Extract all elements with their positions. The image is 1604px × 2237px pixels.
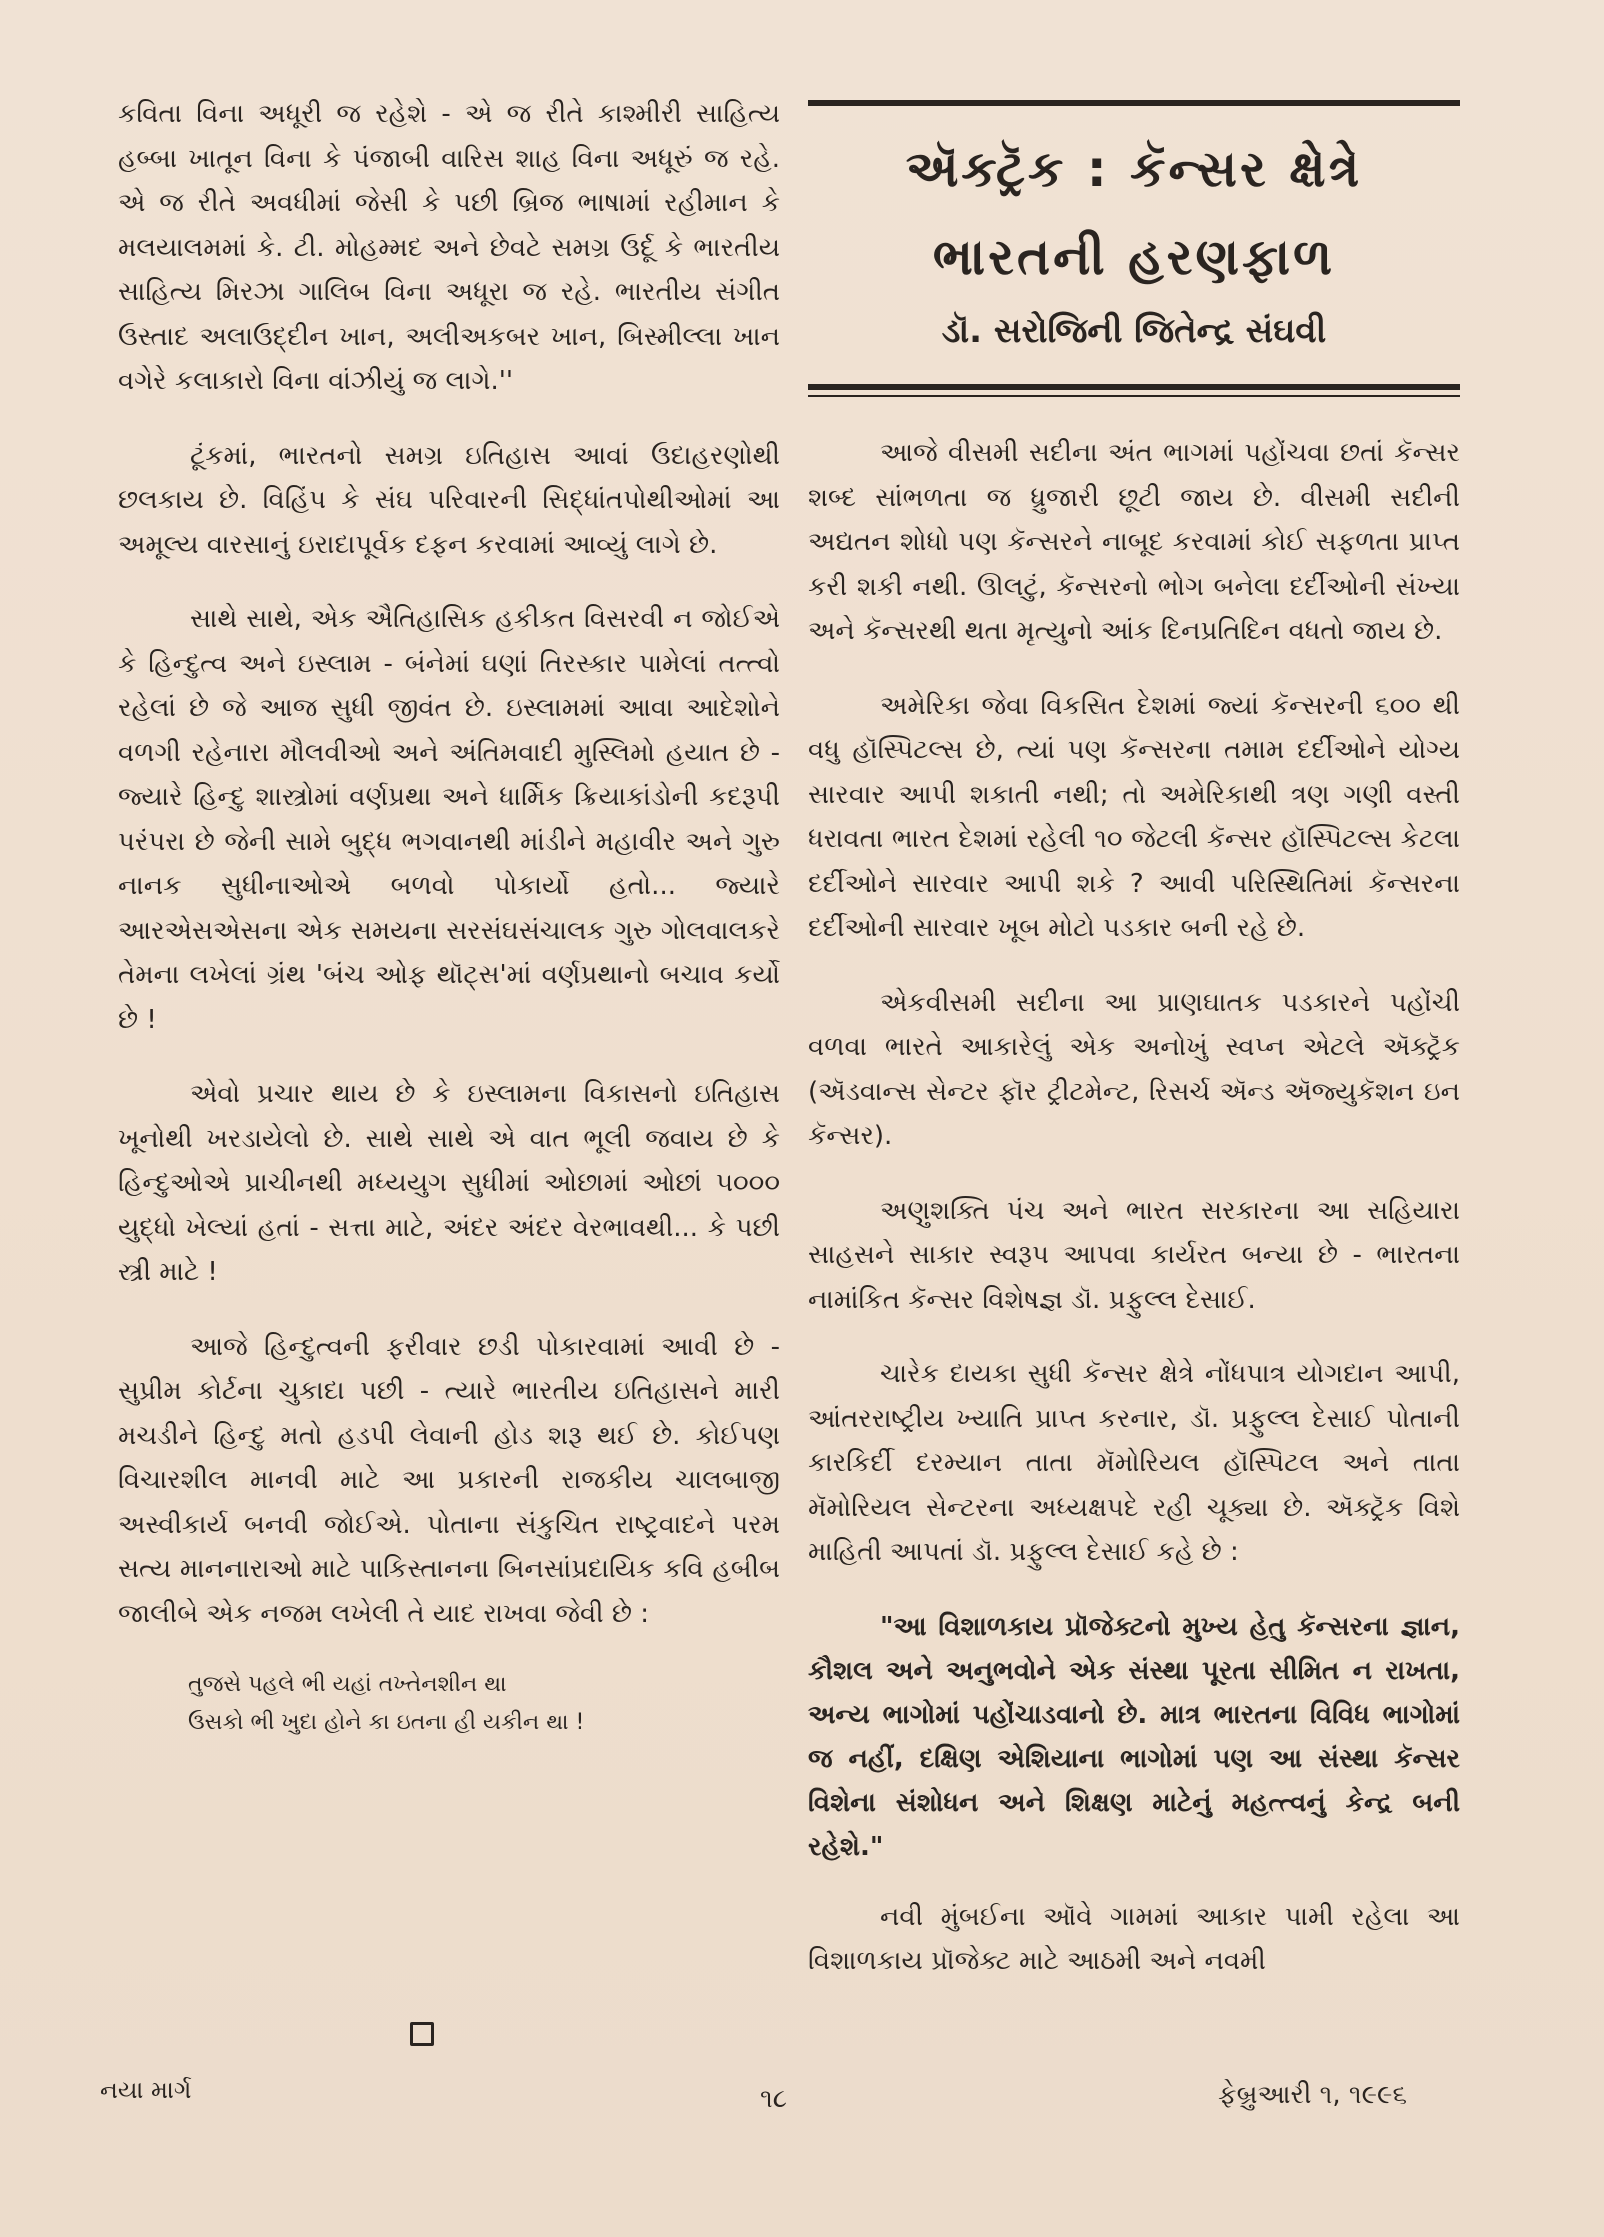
bottom-rule-thin (808, 395, 1460, 397)
article-author: ડૉ. સરોજિની જિતેન્દ્ર સંઘવી (941, 311, 1327, 351)
left-column (118, 92, 780, 1742)
article-title-line-1: ઍક્ટ્રૅક : કૅન્સર ક્ષેત્રે (905, 140, 1363, 198)
left-paragraph-2: ટૂંકમાં, ભારતનો સમગ્ર ઇતિહાસ આવાં ઉદાહરણોથી છલકાય છે. વિહિંપ કે સંઘ પરિવારની સિદ્ધાંતપોથીઓમાં આ અમૂલ્ય વારસાનું ઇરાદાપૂર્વક દફન કરવામાં આવ્યું લાગે છે. (118, 440, 780, 560)
article-paragraph-3: એકવીસમી સદીના આ પ્રાણઘાતક પડકારને પહોંચી વળવા ભારતે આકારેલું એક અનોખું સ્વપ્ન એટલે ઍક્ટ્રૅક (ઍડવાન્સ સેન્ટર ફૉર ટ્રીટમેન્ટ, રિસર્ચ ઍન્ડ ઍજ્યુકૅશન ઇન કૅન્સર). (808, 987, 1460, 1151)
poem-line-1: તુજસે પહલે ભી યહાં તખ્તેનશીન થા (188, 1672, 507, 1697)
footer-publication: નયા માર્ગ (100, 2076, 192, 2104)
footer-date: ફેબ્રુઆરી ૧, ૧૯૯૬ (1218, 2080, 1408, 2110)
end-of-article-mark (410, 2022, 434, 2046)
article-paragraph-1: આજે વીસમી સદીના અંત ભાગમાં પહોંચવા છતાં કૅન્સર શબ્દ સાંભળતા જ ધ્રુજારી છૂટી જાય છે. વીસમી સદીની અદ્યતન શોધો પણ કૅન્સરને નાબૂદ કરવામાં કોઈ સફળતા પ્રાપ્ત કરી શકી નથી. ઊલટું, કૅન્સરનો ભોગ બનેલા દર્દીઓની સંખ્યા અને કૅન્સરથી થતા મૃત્યુનો આંક દિનપ્રતિદિન વધતો જાય છે. (808, 438, 1460, 646)
poem-couplet (188, 1666, 780, 1742)
top-rule (808, 100, 1460, 106)
right-column (808, 100, 1460, 2014)
article-paragraph-4: અણુશક્તિ પંચ અને ભારત સરકારના આ સહિયારા સાહસને સાકાર સ્વરૂપ આપવા કાર્યરત બન્યા છે - ભારતના નામાંકિત કૅન્સર વિશેષજ્ઞ ડૉ. પ્રફુલ્લ દેસાઈ. (808, 1195, 1460, 1315)
article-paragraph-5: ચારેક દાયકા સુધી કૅન્સર ક્ષેત્રે નોંધપાત્ર યોગદાન આપી, આંતરરાષ્ટ્રીય ખ્યાતિ પ્રાપ્ત કરનાર, ડૉ. પ્રફુલ્લ દેસાઈ પોતાની કારકિર્દી દરમ્યાન તાતા મૅમોરિયલ હૉસ્પિટલ અને તાતા મૅમોરિયલ સેન્ટરના અધ્યક્ષપદે રહી ચૂક્યા છે. ઍક્ટ્રૅક વિશે માહિતી આપતાં ડૉ. પ્રફુલ્લ દેસાઈ કહે છે : (808, 1359, 1460, 1567)
article-title-line-2: ભારતની હરણફાળ (932, 228, 1336, 286)
article-body (808, 431, 1460, 1984)
left-paragraph-5: આજે હિન્દુત્વની ફરીવાર છડી પોકારવામાં આવી છે - સુપ્રીમ કોર્ટના ચુકાદા પછી - ત્યારે ભારતીય ઇતિહાસને મારી મચડીને હિન્દુ મતો હડપી લેવાની હોડ શરૂ થઈ છે. કોઈપણ વિચારશીલ માનવી માટે આ પ્રકારની રાજકીય ચાલબાજી અસ્વીકાર્ય બનવી જોઈએ. પોતાના સંકુચિત રાષ્ટ્રવાદને પરમ સત્ય માનનારાઓ માટે પાકિસ્તાનના બિનસાંપ્રદાયિક કવિ હબીબ જાલીબે એક નજમ લખેલી તે યાદ રાખવા જેવી છે : (118, 1331, 780, 1629)
article-quote: "આ વિશાળકાય પ્રૉજેક્ટનો મુખ્ય હેતુ કૅન્સરના જ્ઞાન, કૌશલ અને અનુભવોને એક સંસ્થા પૂરતા સીમિત ન રાખતા, અન્ય ભાગોમાં પહોંચાડવાનો છે. માત્ર ભારતના વિવિધ ભાગોમાં જ નહીં, દક્ષિણ એશિયાના ભાગોમાં પણ આ સંસ્થા કૅન્સર વિશેના સંશોધન અને શિક્ષણ માટેનું મહત્ત્વનું કેન્દ્ર બની રહેશે." (808, 1611, 1460, 1862)
poem-line-2: ઉસકો ભી ખુદા હોને કા ઇતના હી યકીન થા ! (188, 1710, 585, 1735)
left-paragraph-1: કવિતા વિના અધૂરી જ રહેશે - એ જ રીતે કાશ્મીરી સાહિત્ય હબ્બા ખાતૂન વિના કે પંજાબી વારિસ શાહ વિના અધૂરું જ રહે. એ જ રીતે અવધીમાં જેસી કે પછી બ્રિજ ભાષામાં રહીમાન કે મલયાલમમાં કે. ટી. મોહમ્મદ અને છેવટે સમગ્ર ઉર્દૂ કે ભારતીય સાહિત્ય મિરઝા ગાલિબ વિના અધૂરા જ રહે. ભારતીય સંગીત ઉસ્તાદ અલાઉદ્દીન ખાન, અલીઅકબર ખાન, બિસ્મીલ્લા ખાન વગેરે કલાકારો વિના વાંઝીયું જ લાગે.'' (118, 99, 780, 396)
left-paragraph-4: એવો પ્રચાર થાય છે કે ઇસ્લામના વિકાસનો ઇતિહાસ ખૂનોથી ખરડાયેલો છે. સાથે સાથે એ વાત ભૂલી જવાય છે કે હિન્દુઓએ પ્રાચીનથી મધ્યયુગ સુધીમાં ઓછામાં ઓછાં ૫૦૦૦ યુદ્ધો ખેલ્યાં હતાં - સત્તા માટે, અંદર અંદર વેરભાવથી... કે પછી સ્ત્રી માટે ! (118, 1079, 780, 1287)
left-paragraph-3: સાથે સાથે, એક ઐતિહાસિક હકીકત વિસરવી ન જોઈએ કે હિન્દુત્વ અને ઇસ્લામ - બંનેમાં ઘણાં તિરસ્કાર પામેલાં તત્ત્વો રહેલાં છે જે આજ સુધી જીવંત છે. ઇસ્લામમાં આવા આદેશોને વળગી રહેનારા મૌલવીઓ અને અંતિમવાદી મુસ્લિમો હયાત છે - જ્યારે હિન્દુ શાસ્ત્રોમાં વર્ણપ્રથા અને ધાર્મિક ક્રિયાકાંડોની કદરૂપી પરંપરા છે જેની સામે બુદ્ધ ભગવાનથી માંડીને મહાવીર અને ગુરુ નાનક સુધીનાઓએ બળવો પોકાર્યો હતો... જ્યારે આરએસએસના એક સમયના સરસંઘસંચાલક ગુરુ ગોલવાલકરે તેમના લખેલાં ગ્રંથ 'બંચ ઓફ થૉટ્સ'માં વર્ણપ્રથાનો બચાવ કર્યો છે ! (118, 604, 780, 1035)
article-closing-paragraph: નવી મુંબઈના ઑવે ગામમાં આકાર પામી રહેલા આ વિશાળકાય પ્રૉજેક્ટ માટે આઠમી અને નવમી (808, 1901, 1460, 1976)
article-paragraph-2: અમેરિકા જેવા વિકસિત દેશમાં જ્યાં કૅન્સરની ૬૦૦ થી વધુ હૉસ્પિટલ્સ છે, ત્યાં પણ કૅન્સરના તમામ દર્દીઓને યોગ્ય સારવાર આપી શકાતી નથી; તો અમેરિકાથી ત્રણ ગણી વસ્તી ધરાવતા ભારત દેશમાં રહેલી ૧૦ જેટલી કૅન્સર હૉસ્પિટલ્સ કેટલા દર્દીઓને સારવાર આપી શકે ? આવી પરિસ્થિતિમાં કૅન્સરના દર્દીઓની સારવાર ખૂબ મોટો પડકાર બની રહે છે. (808, 690, 1460, 943)
footer-page-number: ૧૮ (760, 2084, 788, 2114)
